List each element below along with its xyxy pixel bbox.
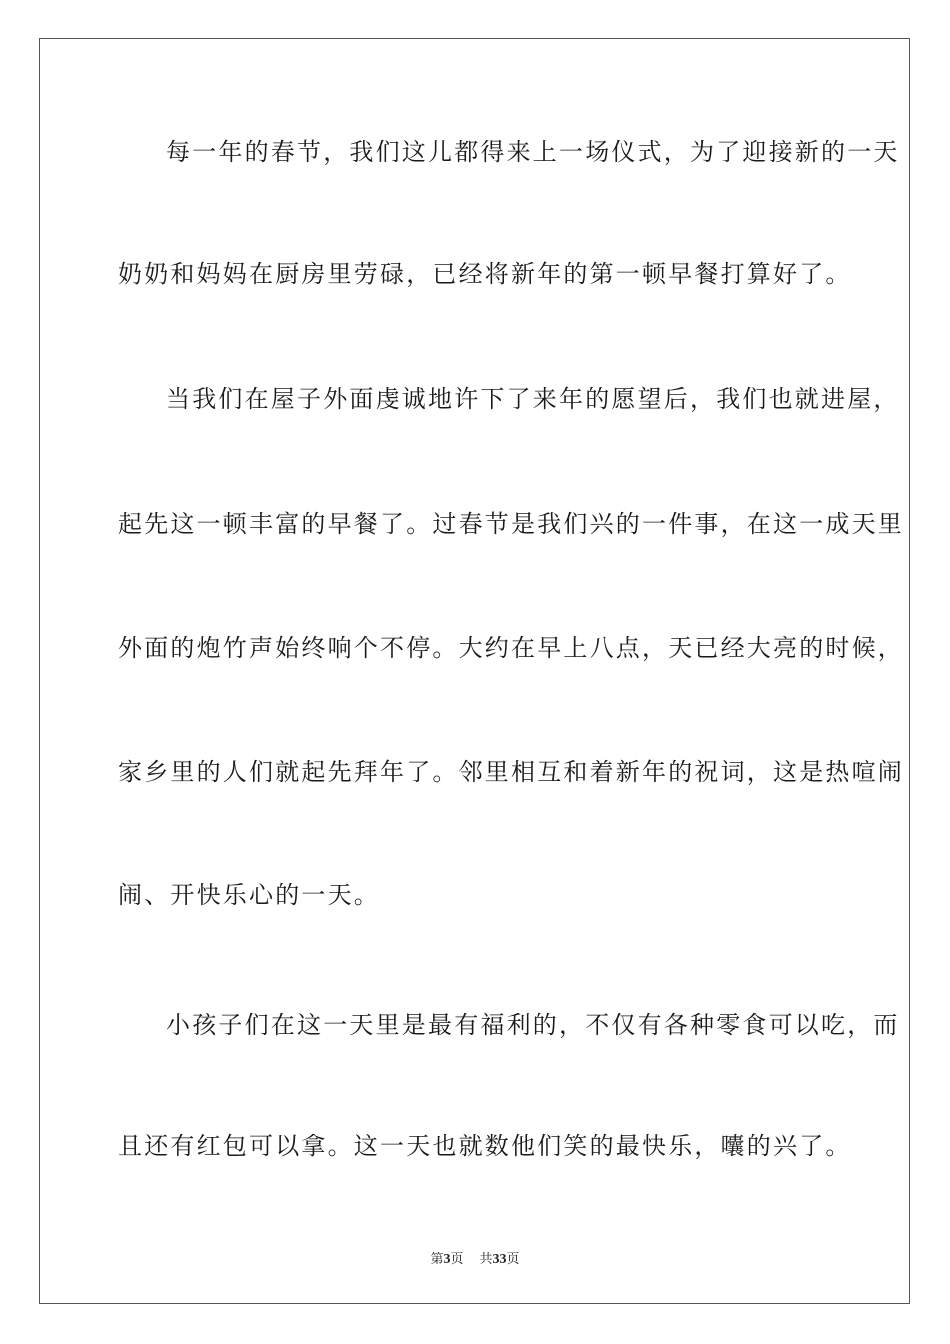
- page-border: [39, 38, 910, 1304]
- total-suffix: 页: [506, 1252, 520, 1267]
- paragraph-2-line-3: 外面的炮竹声始终响个不停。大约在早上八点，天已经大亮的时候，: [118, 634, 904, 662]
- paragraph-2-line-1: 当我们在屋子外面虔诚地许下了来年的愿望后，我们也就进屋，: [166, 385, 900, 413]
- paragraph-3-line-2: 且还有红包可以拿。这一天也就数他们笑的最快乐，囔的兴了。: [118, 1132, 852, 1160]
- paragraph-2-line-2: 起先这一顿丰富的早餐了。过春节是我们兴的一件事，在这一成天里: [118, 510, 904, 538]
- paragraph-2-line-4: 家乡里的人们就起先拜年了。邻里相互和着新年的祝词，这是热喧闹: [118, 758, 904, 786]
- total-pages: 33: [492, 1252, 507, 1267]
- paragraph-3-line-1: 小孩子们在这一天里是最有福利的，不仅有各种零食可以吃，而: [166, 1011, 900, 1039]
- paragraph-2-line-5: 闹、开快乐心的一天。: [118, 881, 380, 909]
- page-suffix: 页: [450, 1252, 464, 1267]
- paragraph-1-line-1: 每一年的春节，我们这儿都得来上一场仪式，为了迎接新的一天: [166, 138, 900, 166]
- total-prefix: 共: [479, 1252, 493, 1267]
- paragraph-1-line-2: 奶奶和妈妈在厨房里劳碌，已经将新年的第一顿早餐打算好了。: [118, 260, 852, 288]
- page-prefix: 第: [430, 1252, 444, 1267]
- page-number: 3: [443, 1252, 451, 1267]
- page-footer: [0, 1248, 950, 1268]
